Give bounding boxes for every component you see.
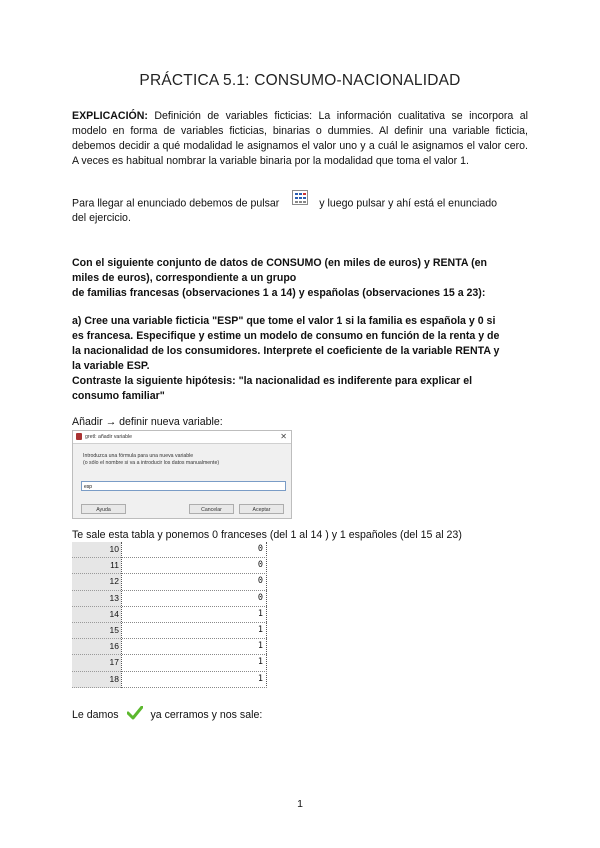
row-header-obs[interactable]: 12 — [72, 574, 121, 590]
dataset-line1: Con el siguiente conjunto de datos de CONSUMO (en miles de euros) y RENTA (en — [72, 257, 487, 269]
close-icon[interactable]: ✕ — [280, 432, 287, 441]
question-a-line1: a) Cree una variable ficticia "ESP" que tome el valor 1 si la familia es española y 0 si — [72, 315, 496, 327]
page-number: 1 — [297, 798, 303, 810]
checkmark-icon[interactable] — [127, 706, 143, 720]
table-row — [72, 591, 267, 607]
explanation-label: EXPLICACIÓN: — [72, 110, 148, 122]
row-header-obs[interactable]: 14 — [72, 607, 121, 623]
grid-icon[interactable] — [292, 190, 308, 205]
formula-input[interactable]: esp — [81, 481, 286, 491]
dataset-line3: de familias francesas (observaciones 1 a 14) y españolas (observaciones 15 a 23): — [72, 287, 486, 299]
instruction-text: Para llegar al enunciado debemos de pulsar — [72, 197, 280, 210]
question-a-line6: consumo familiar" — [72, 390, 165, 402]
row-header-obs[interactable]: 16 — [72, 639, 121, 655]
row-header-obs[interactable]: 17 — [72, 655, 121, 671]
row-header-obs[interactable]: 15 — [72, 623, 121, 639]
dataset-paragraph — [72, 256, 528, 301]
data-table — [72, 542, 267, 688]
dialog-titlebar — [73, 431, 291, 444]
table-row — [72, 558, 267, 574]
esp-value-cell[interactable]: 1 — [122, 655, 267, 671]
esp-value-cell[interactable]: 1 — [122, 639, 267, 655]
row-header-obs[interactable]: 11 — [72, 558, 121, 574]
footer-text-after: ya cerramos y nos sale: — [150, 709, 263, 721]
row-header-obs[interactable]: 10 — [72, 542, 121, 558]
table-row — [72, 574, 267, 590]
help-button[interactable]: Ayuda — [81, 504, 126, 514]
add-variable-caption: Añadir → definir nueva variable: — [72, 416, 223, 428]
esp-value-cell[interactable]: 0 — [122, 574, 267, 590]
cancel-button[interactable]: Cancelar — [189, 504, 234, 514]
question-a-line4: la variable ESP. — [72, 360, 150, 372]
dialog-title: gretl: añadir variable — [85, 434, 133, 440]
table-row — [72, 655, 267, 671]
gretl-app-icon — [76, 433, 82, 440]
table-row — [72, 607, 267, 623]
esp-value-cell[interactable]: 1 — [122, 623, 267, 639]
footer-line — [72, 706, 528, 723]
dataset-line2: miles de euros), correspondiente a un grupo — [72, 272, 297, 284]
accept-button[interactable]: Aceptar — [239, 504, 284, 514]
page-title: PRÁCTICA 5.1: CONSUMO-NACIONALIDAD — [139, 72, 461, 89]
instruction-paragraph — [72, 196, 528, 226]
instruction-text-2: y luego pulsar y ahí está el enunciado — [319, 197, 498, 210]
esp-value-cell[interactable]: 1 — [122, 672, 267, 688]
explanation-text: Definición de variables ficticias: La información cualitativa se incorpora al modelo en forma de variables ficticias, binarias o dummies. Al definir una variable ficticia, debemos decidir a qué modalidad le asignamos el valor uno y a cuál le asignamos el valor cero. A veces es habitual nombrar la variable binaria por la modalidad que toma el valor 1. — [72, 110, 528, 167]
add-variable-dialog — [72, 430, 292, 519]
table-row — [72, 542, 267, 558]
row-header-obs[interactable]: 13 — [72, 591, 121, 607]
question-a-line3: la nacionalidad de los consumidores. Interprete el coeficiente de la variable RENTA y — [72, 345, 500, 357]
instruction-line2: del ejercicio. — [72, 212, 131, 225]
esp-value-cell[interactable]: 0 — [122, 591, 267, 607]
table-caption: Te sale esta tabla y ponemos 0 franceses (del 1 al 14 ) y 1 españoles (del 15 al 23) — [72, 529, 462, 541]
explanation-paragraph — [72, 109, 528, 169]
question-a-paragraph — [72, 314, 528, 404]
dialog-instruction-2: (o sólo el nombre si va a introducir los datos manualmente) — [83, 460, 220, 466]
question-a-line2: es francesa. Especifique y estime un modelo de consumo en función de la renta y de — [72, 330, 500, 342]
question-a-line5: Contraste la siguiente hipótesis: "la nacionalidad es indiferente para explicar el — [72, 375, 473, 387]
esp-value-cell[interactable]: 1 — [122, 607, 267, 623]
footer-text-before: Le damos — [72, 709, 119, 721]
esp-value-cell[interactable]: 0 — [122, 542, 267, 558]
dialog-instruction-1: Introduzca una fórmula para una nueva variable — [83, 453, 194, 459]
table-row — [72, 623, 267, 639]
esp-value-cell[interactable]: 0 — [122, 558, 267, 574]
table-row — [72, 672, 267, 688]
row-header-obs[interactable]: 18 — [72, 672, 121, 688]
table-row — [72, 639, 267, 655]
